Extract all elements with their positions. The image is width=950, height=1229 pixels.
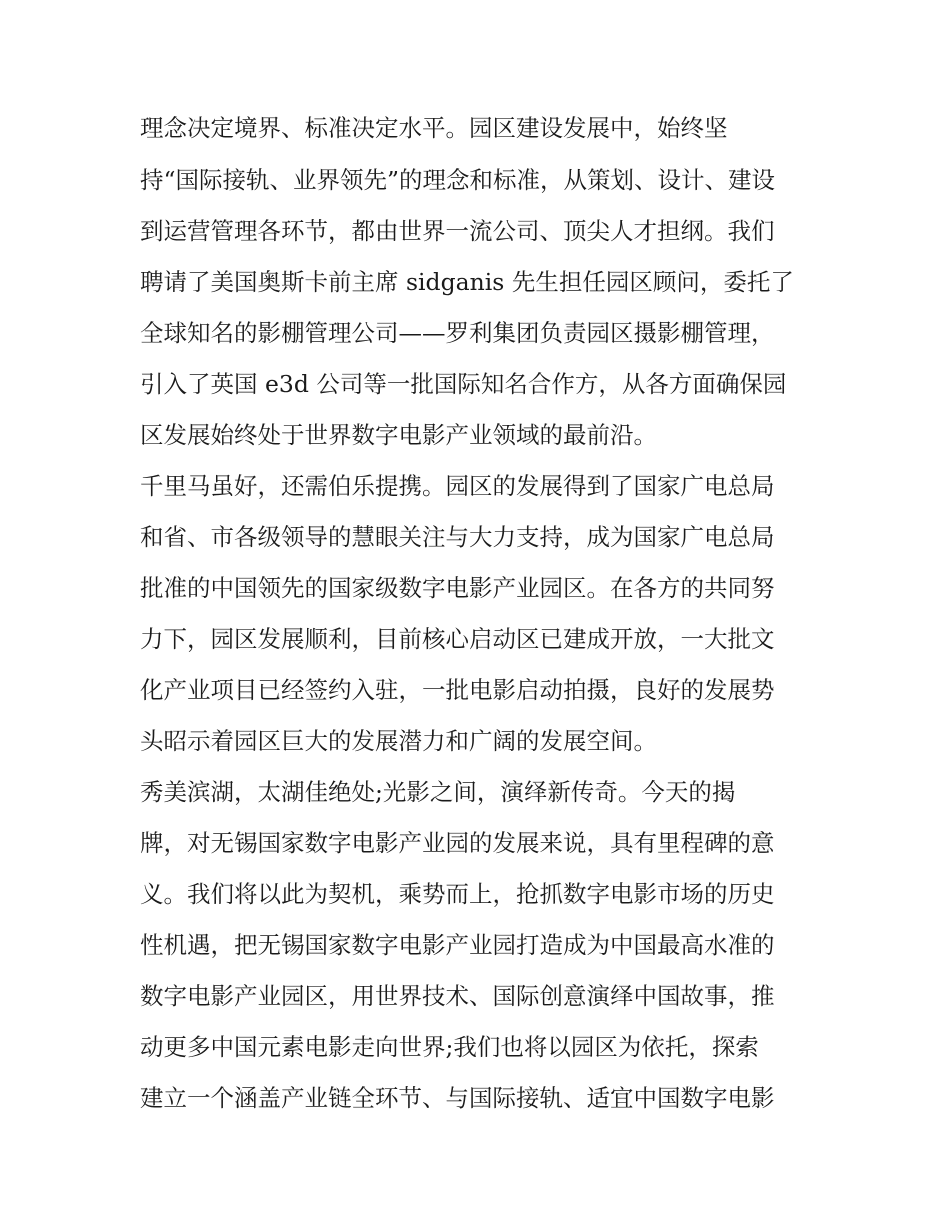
text-line: 性机遇，把无锡国家数字电影产业园打造成为中国最高水准的 <box>140 931 775 959</box>
text-line: 到运营管理各环节，都由世界一流公司、顶尖人才担纲。我们 <box>140 217 775 245</box>
text-line: 全球知名的影棚管理公司——罗利集团负责园区摄影棚管理， <box>140 319 775 347</box>
text-line: 秀美滨湖，太湖佳绝处;光影之间，演绎新传奇。今天的揭 <box>140 778 736 806</box>
text-line: 引入了英国 e3d 公司等一批国际知名合作方，从各方面确保园 <box>140 370 787 398</box>
text-line: 持“国际接轨、业界领先”的理念和标准，从策划、设计、建设 <box>140 166 776 194</box>
text-line: 牌，对无锡国家数字电影产业园的发展来说，具有里程碑的意 <box>140 829 775 857</box>
text-line: 动更多中国元素电影走向世界;我们也将以园区为依托，探索 <box>140 1033 759 1061</box>
text-line: 义。我们将以此为契机，乘势而上，抢抓数字电影市场的历史 <box>140 880 775 908</box>
text-line: 化产业项目已经签约入驻，一批电影启动拍摄，良好的发展势 <box>140 676 775 704</box>
text-line: 千里马虽好，还需伯乐提携。园区的发展得到了国家广电总局 <box>140 472 775 500</box>
text-line: 和省、市各级领导的慧眼关注与大力支持，成为国家广电总局 <box>140 523 775 551</box>
text-line: 聘请了美国奥斯卡前主席 sidganis 先生担任园区顾问，委托了 <box>140 268 794 296</box>
text-line: 数字电影产业园区，用世界技术、国际创意演绎中国故事，推 <box>140 982 775 1010</box>
text-line: 区发展始终处于世界数字电影产业领域的最前沿。 <box>140 421 657 449</box>
text-line: 头昭示着园区巨大的发展潜力和广阔的发展空间。 <box>140 727 657 755</box>
text-line: 批准的中国领先的国家级数字电影产业园区。在各方的共同努 <box>140 574 775 602</box>
text-line: 建立一个涵盖产业链全环节、与国际接轨、适宜中国数字电影 <box>140 1084 775 1112</box>
text-line: 力下，园区发展顺利，目前核心启动区已建成开放，一大批文 <box>140 625 775 653</box>
text-line: 理念决定境界、标准决定水平。园区建设发展中，始终坚 <box>140 114 728 142</box>
